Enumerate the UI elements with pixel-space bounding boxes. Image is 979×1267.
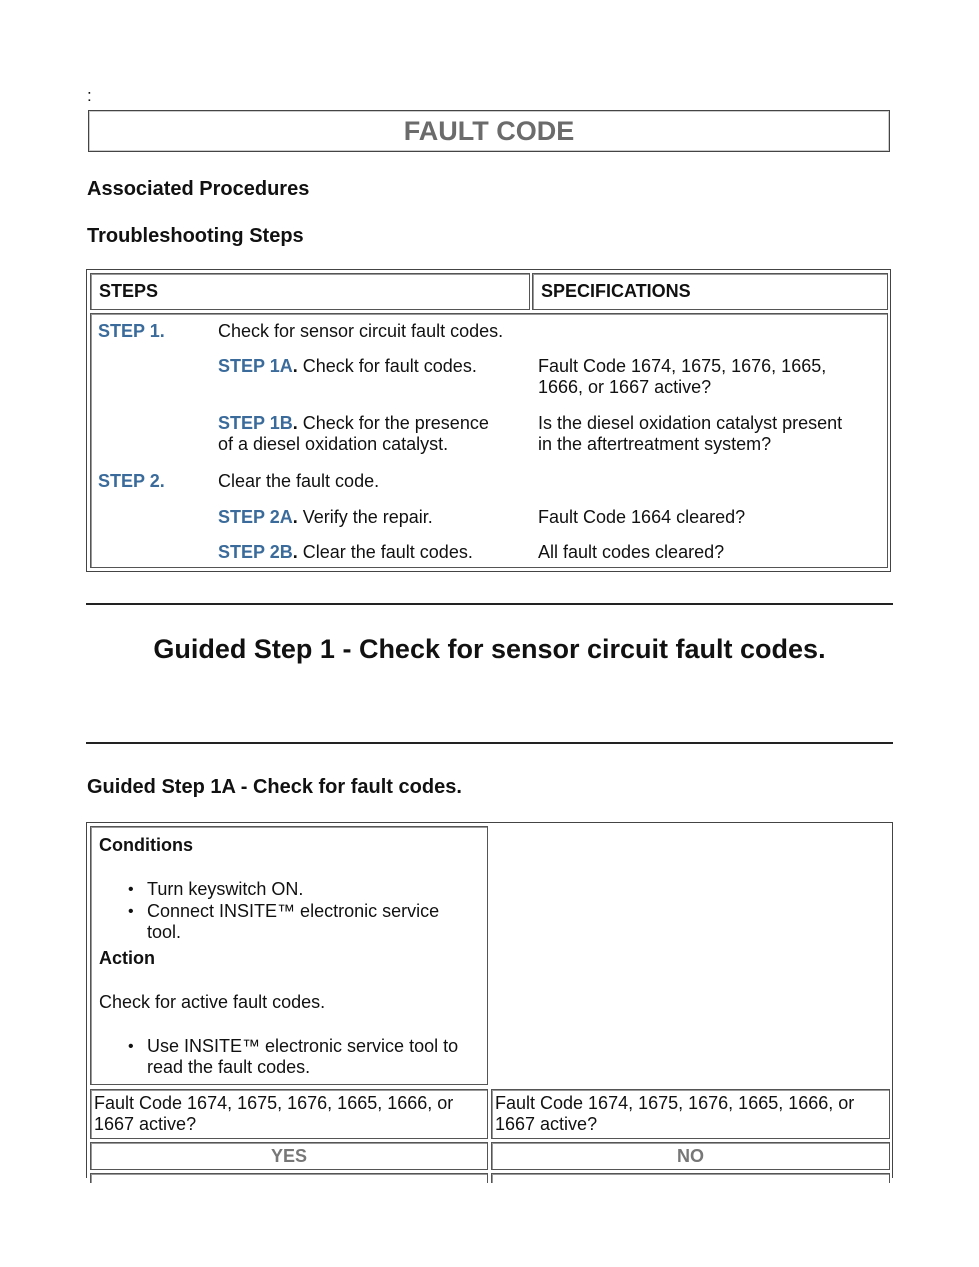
associated-procedures-heading: Associated Procedures xyxy=(87,178,310,200)
step2b-spec: All fault codes cleared? xyxy=(538,542,725,562)
step2a-link[interactable]: STEP 2A xyxy=(218,507,293,527)
step2-label: STEP 2. xyxy=(98,471,165,491)
leading-colon: : xyxy=(87,86,92,105)
guided-step-table xyxy=(86,822,893,1178)
step1a-link[interactable]: STEP 1A xyxy=(218,356,293,376)
yes-answer[interactable]: YES xyxy=(90,1142,488,1170)
step1a-spec: Fault Code 1674, 1675, 1676, 1665, 1666, or 1667 active? xyxy=(538,356,827,397)
troubleshooting-steps-table xyxy=(86,269,891,572)
question-cell-no: Fault Code 1674, 1675, 1676, 1665, 1666, or 1667 active? xyxy=(491,1089,890,1139)
step2b-row: STEP 2B. Clear the fault codes. xyxy=(218,542,473,562)
troubleshooting-steps-heading: Troubleshooting Steps xyxy=(87,225,304,247)
step1b-row: STEP 1B. Check for the presence of a diesel oxidation catalyst. xyxy=(218,413,489,454)
next-row-cell xyxy=(90,1173,488,1183)
divider-rule xyxy=(86,603,893,605)
step2b-link[interactable]: STEP 2B xyxy=(218,542,293,562)
guided-step1a-heading: Guided Step 1A - Check for fault codes. xyxy=(87,776,462,798)
steps-column-header: STEPS xyxy=(90,273,530,310)
step2-text: Clear the fault code. xyxy=(218,471,380,491)
question-cell-yes: Fault Code 1674, 1675, 1676, 1665, 1666, or 1667 active? xyxy=(90,1089,488,1139)
step1b-link[interactable]: STEP 1B xyxy=(218,413,293,433)
step1a-row: STEP 1A. Check for fault codes. xyxy=(218,356,477,376)
next-row-cell xyxy=(491,1173,890,1183)
action-label: Action xyxy=(99,948,155,968)
no-answer[interactable]: NO xyxy=(491,1142,890,1170)
conditions-label: Conditions xyxy=(99,835,193,855)
page-title: FAULT CODE xyxy=(88,110,890,152)
step1-text: Check for sensor circuit fault codes. xyxy=(218,321,504,341)
step1b-spec: Is the diesel oxidation catalyst present in the aftertreatment system? xyxy=(538,413,843,454)
action-item: • Use INSITE™ electronic service tool to read the fault codes. xyxy=(147,1036,458,1078)
step2a-spec: Fault Code 1664 cleared? xyxy=(538,507,746,527)
specifications-column-header: SPECIFICATIONS xyxy=(532,273,888,310)
step2a-row: STEP 2A. Verify the repair. xyxy=(218,507,433,527)
action-text: Check for active fault codes. xyxy=(99,992,326,1012)
step1-label: STEP 1. xyxy=(98,321,165,341)
guided-step1-heading: Guided Step 1 - Check for sensor circuit fault codes. xyxy=(153,634,826,664)
condition-item: • Connect INSITE™ electronic service tool. xyxy=(147,901,439,943)
condition-item: • Turn keyswitch ON. xyxy=(147,879,303,900)
divider-rule xyxy=(86,742,893,744)
